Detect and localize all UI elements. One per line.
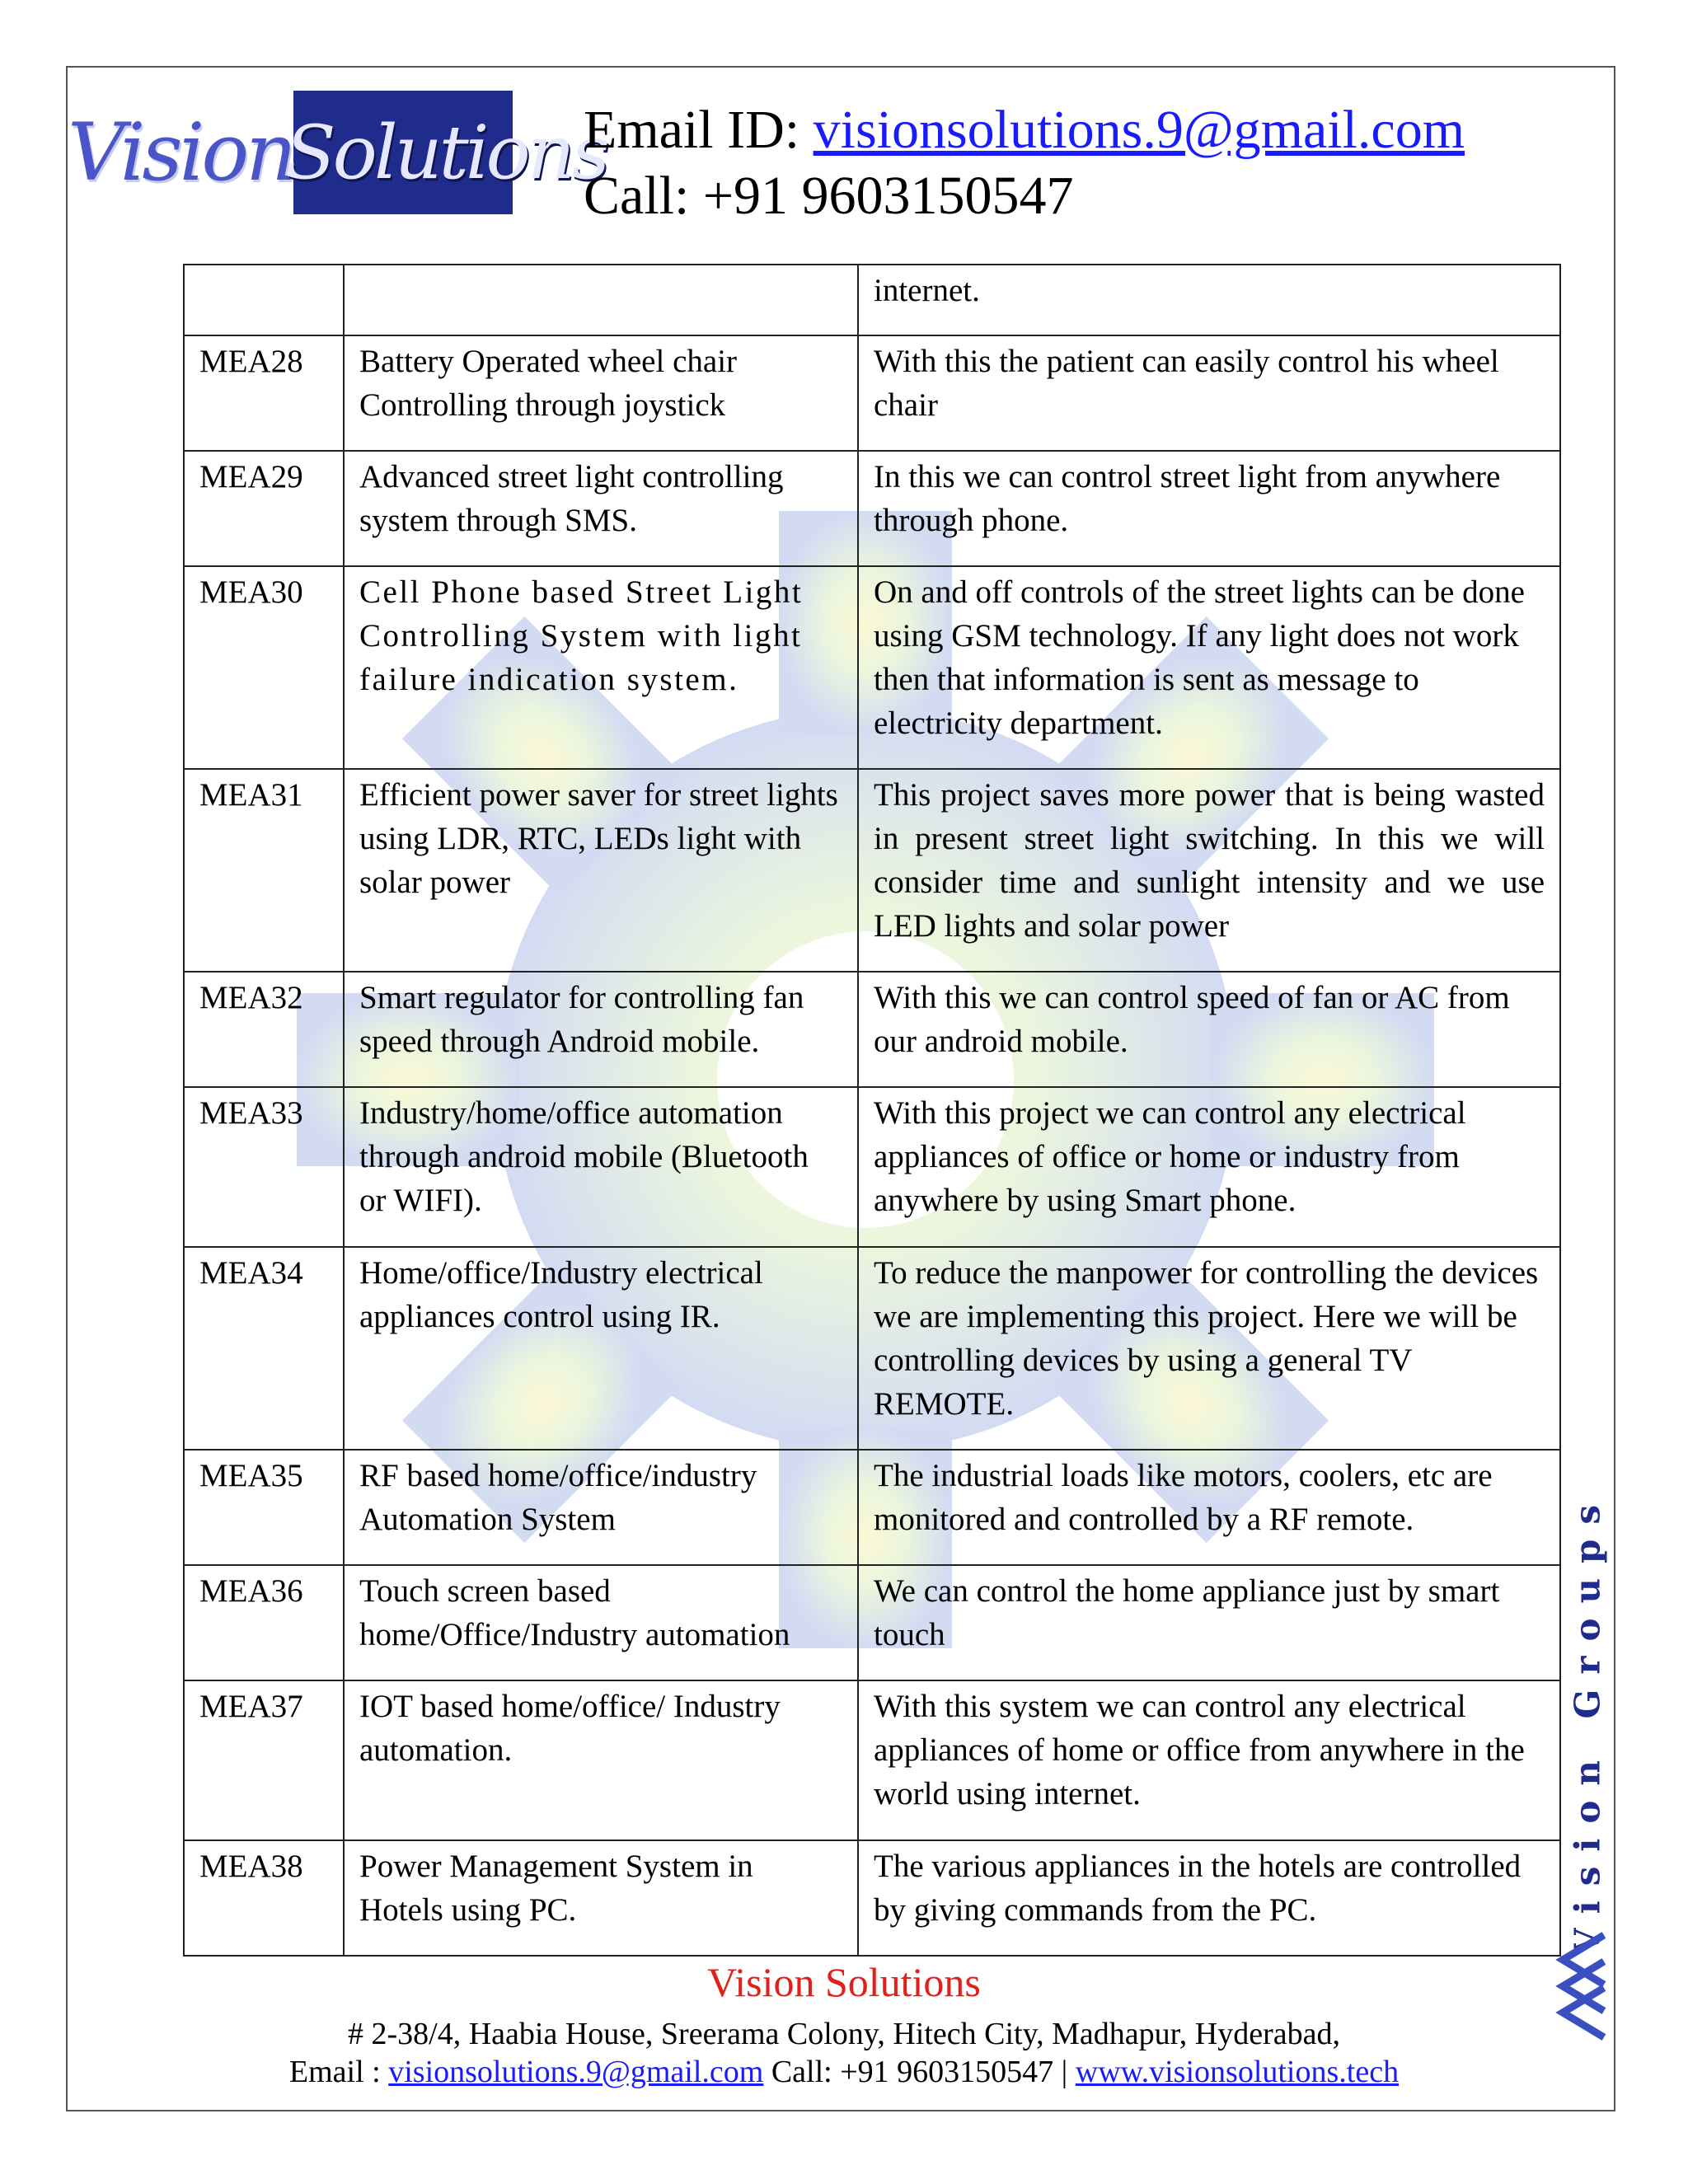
table-row [184, 1680, 1560, 1840]
project-title: RF based home/office/industry Automation System [344, 1450, 858, 1565]
project-description: In this we can control street light from anywhere through phone. [858, 451, 1560, 566]
project-description: We can control the home appliance just by smart touch [858, 1565, 1560, 1680]
table-row [184, 1247, 1560, 1450]
project-code: MEA29 [184, 451, 344, 566]
project-code: MEA37 [184, 1680, 344, 1840]
header-contact [584, 97, 1465, 229]
footer-website-link[interactable]: www.visionsolutions.tech [1075, 2055, 1400, 2089]
project-code: MEA28 [184, 335, 344, 451]
project-description: The various appliances in the hotels are controlled by giving commands from the PC. [858, 1840, 1560, 1956]
project-title: Touch screen based home/Office/Industry automation [344, 1565, 858, 1680]
logo-left-panel [68, 91, 293, 214]
table-row [184, 566, 1560, 769]
table-row [184, 1087, 1560, 1247]
project-description: internet. [858, 265, 1560, 335]
logo-word-solutions: Solutions [285, 109, 607, 196]
project-code: MEA30 [184, 566, 344, 769]
project-description: This project saves more power that is being wasted in present street light switching. In this we will consider time and sunlight intensity and we use LED lights and solar power [858, 769, 1560, 972]
header-email-line [584, 97, 1465, 163]
project-title: Smart regulator for controlling fan speed through Android mobile. [344, 972, 858, 1087]
project-description: To reduce the manpower for controlling the devices we are implementing this project. Here we will be controlling devices by using a general TV REMOTE. [858, 1247, 1560, 1450]
table-row [184, 1840, 1560, 1956]
vision-solutions-logo [68, 91, 607, 214]
table-row [184, 335, 1560, 451]
footer-email-label: Email : [288, 2055, 389, 2089]
project-description: With this we can control speed of fan or AC from our android mobile. [858, 972, 1560, 1087]
footer-email-link[interactable]: visionsolutions.9@gmail.com [388, 2055, 764, 2089]
header-call: Call: +91 9603150547 [584, 166, 1074, 226]
project-title: Power Management System in Hotels using PC. [344, 1840, 858, 1956]
project-title: IOT based home/office/ Industry automation. [344, 1680, 858, 1840]
table-row [184, 1450, 1560, 1565]
project-title: Battery Operated wheel chair Controlling through joystick [344, 335, 858, 451]
project-code: MEA34 [184, 1247, 344, 1450]
table-row [184, 1565, 1560, 1680]
project-title: Industry/home/office automation through android mobile (Bluetooth or WIFI). [344, 1087, 858, 1247]
project-code: MEA35 [184, 1450, 344, 1565]
project-code: MEA31 [184, 769, 344, 972]
logo-word-vision: Vision [68, 106, 293, 199]
side-brand [1563, 1489, 1612, 1956]
project-code: MEA32 [184, 972, 344, 1087]
footer-call: Call: +91 9603150547 | [763, 2055, 1076, 2089]
footer-company-name: Vision Solutions [707, 1959, 981, 2005]
project-description: With this system we can control any electrical appliances of home or office from anywhere in the world using internet. [858, 1680, 1560, 1840]
project-description: With this the patient can easily control his wheel chair [858, 335, 1560, 451]
side-brand-text: Vision Groups [1567, 1489, 1608, 1956]
project-title: Cell Phone based Street Light Controlling System with light failure indication system. [344, 566, 858, 769]
project-title: Advanced street light controlling system through SMS. [344, 451, 858, 566]
project-code [184, 265, 344, 335]
project-title [344, 265, 858, 335]
project-table [183, 264, 1561, 1957]
footer-contact-line [0, 2054, 1688, 2090]
footer-address: # 2-38/4, Haabia House, Sreerama Colony, Hitech City, Madhapur, Hyderabad, [348, 2017, 1340, 2051]
table-row [184, 451, 1560, 566]
project-description: The industrial loads like motors, coolers, etc are monitored and controlled by a RF remote. [858, 1450, 1560, 1565]
project-code: MEA38 [184, 1840, 344, 1956]
table-row [184, 265, 1560, 335]
project-description: With this project we can control any electrical appliances of office or home or industry from anywhere by using Smart phone. [858, 1087, 1560, 1247]
project-title: Efficient power saver for street lights using LDR, RTC, LEDs light with solar power [344, 769, 858, 972]
header-email-link[interactable]: visionsolutions.9@gmail.com [813, 100, 1465, 160]
project-description: On and off controls of the street lights can be done using GSM technology. If any light does not work then that information is sent as message to electricity department. [858, 566, 1560, 769]
table-row [184, 769, 1560, 972]
table-row [184, 972, 1560, 1087]
logo-right-panel [285, 91, 607, 214]
project-title: Home/office/Industry electrical appliances control using IR. [344, 1247, 858, 1450]
project-code: MEA33 [184, 1087, 344, 1247]
project-code: MEA36 [184, 1565, 344, 1680]
header-email-label: Email ID: [584, 100, 814, 160]
